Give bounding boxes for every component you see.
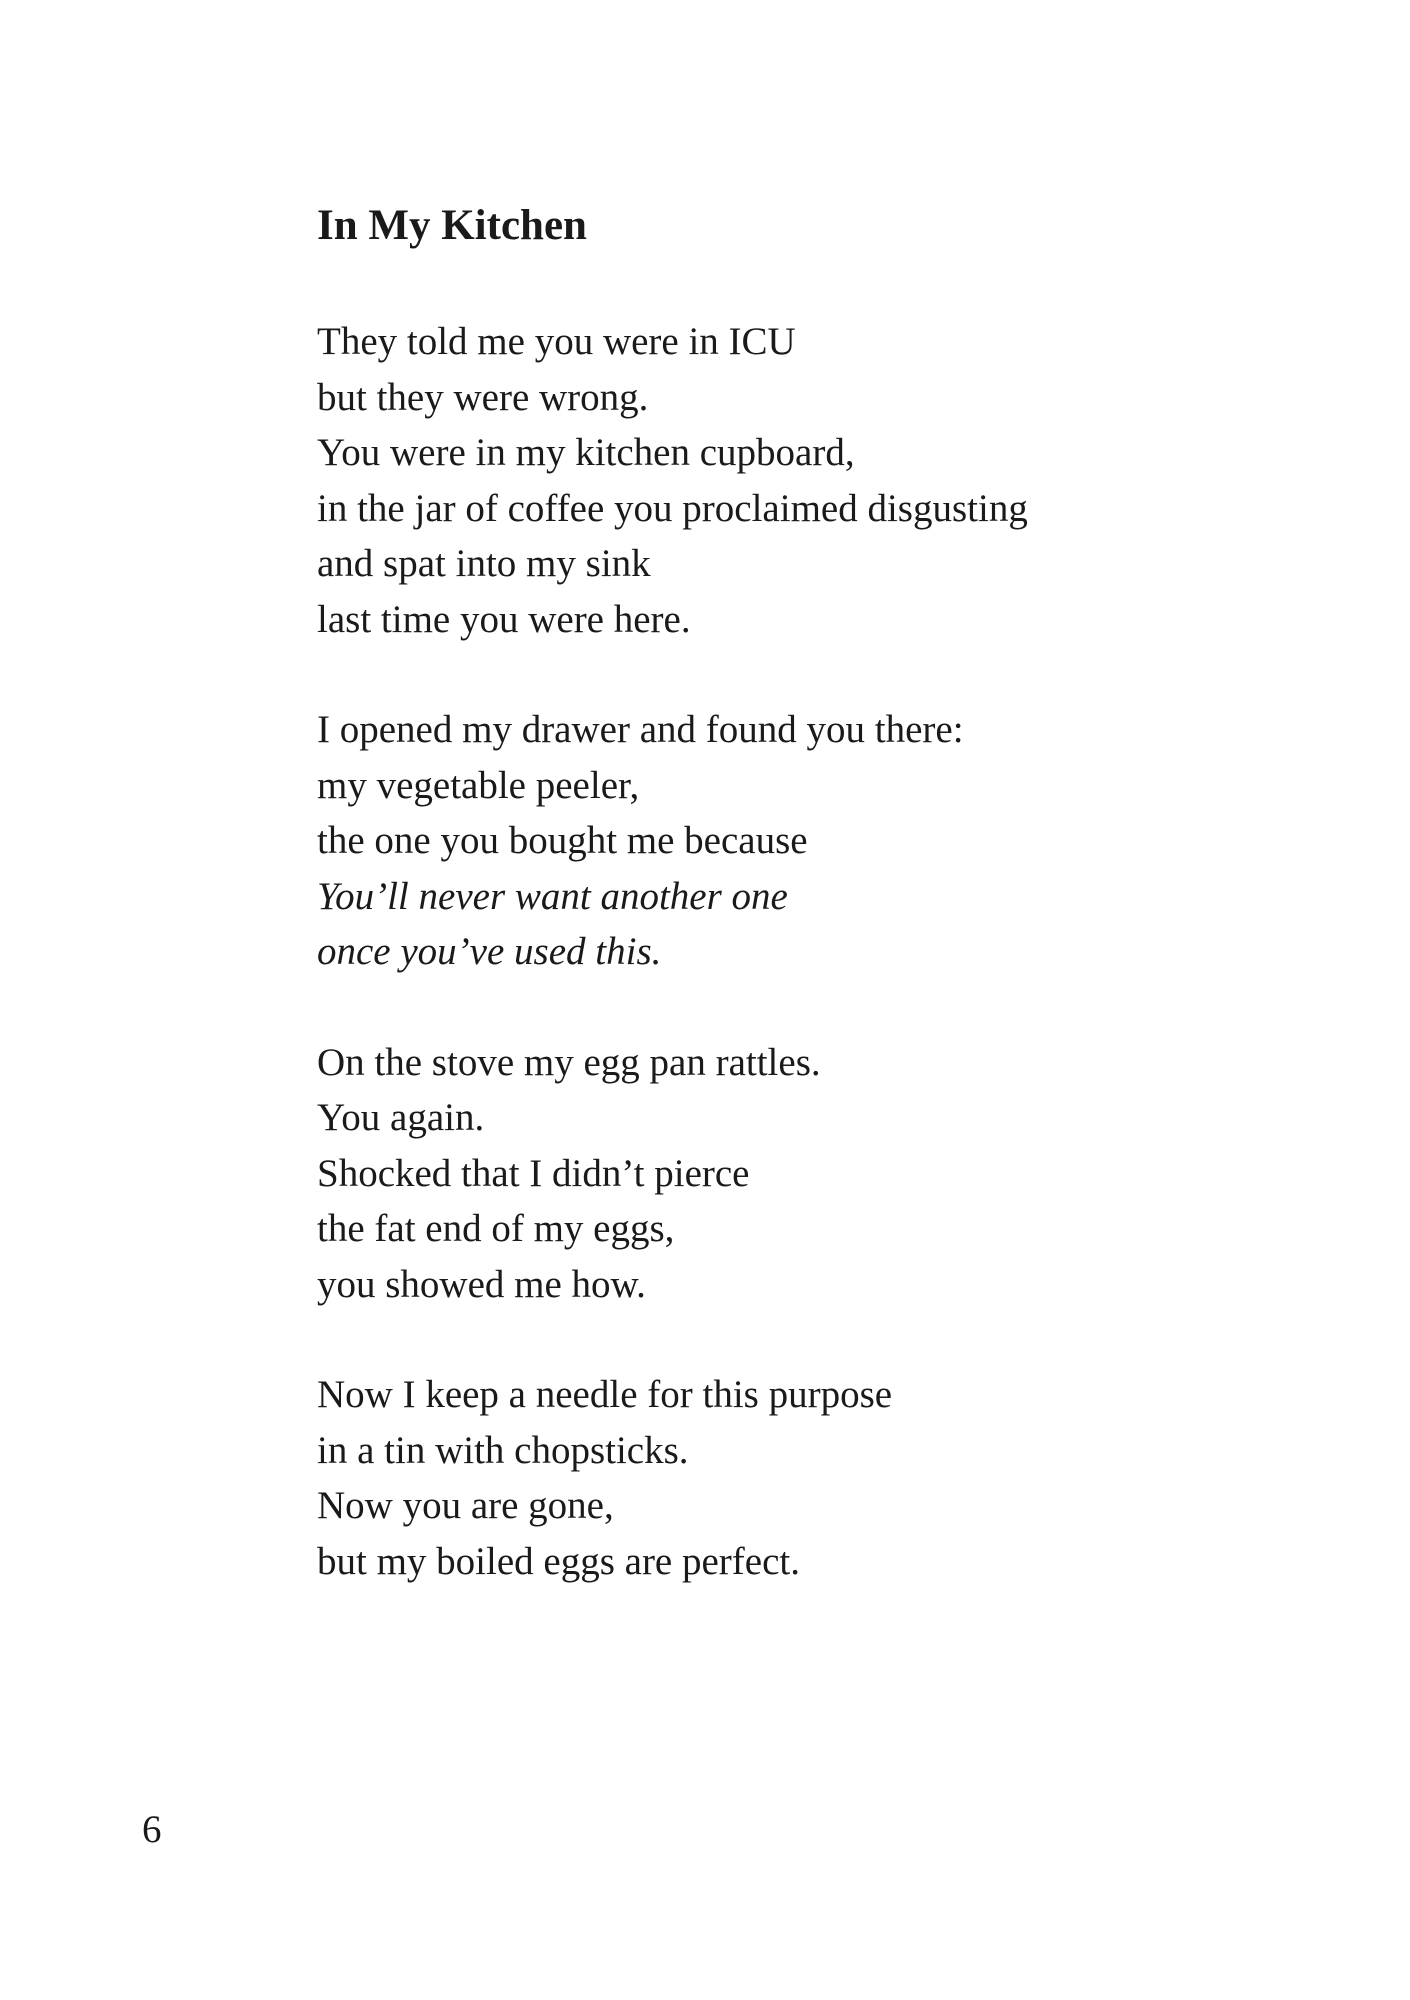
poem-title: In My Kitchen (317, 202, 587, 249)
stanza-1 (317, 314, 1317, 647)
poem-body (317, 314, 1317, 1644)
poem-line: in the jar of coffee you proclaimed disgusting (317, 486, 1028, 530)
poem-line: I opened my drawer and found you there: (317, 708, 964, 751)
poem-line: you showed me how. (317, 1262, 646, 1306)
stanza-2 (317, 702, 1317, 980)
poem-line-italic: You’ll never want another one (317, 874, 788, 918)
poem-line: the one you bought me because (317, 819, 808, 862)
page-number: 6 (142, 1808, 162, 1851)
poem-line: my vegetable peeler, (317, 763, 640, 807)
stanza-3 (317, 1035, 1317, 1313)
poem-line: the fat end of my eggs, (317, 1207, 675, 1250)
poem-line: Shocked that I didn’t pierce (317, 1151, 750, 1195)
poem-line: You again. (317, 1096, 485, 1139)
poem-line: last time you were here. (317, 597, 691, 641)
stanza-4 (317, 1367, 1317, 1589)
poem-line-italic: once you’ve used this. (317, 930, 662, 973)
poem-line: You were in my kitchen cupboard, (317, 431, 855, 474)
poem-line: in a tin with chopsticks. (317, 1428, 689, 1472)
poem-line: but my boiled eggs are perfect. (317, 1539, 800, 1583)
poem-line: but they were wrong. (317, 375, 649, 419)
poem-line: On the stove my egg pan rattles. (317, 1040, 821, 1084)
poem-line: and spat into my sink (317, 542, 651, 585)
poem-line: Now I keep a needle for this purpose (317, 1373, 893, 1416)
poem-line: Now you are gone, (317, 1484, 614, 1527)
poem-line: They told me you were in ICU (317, 320, 796, 363)
